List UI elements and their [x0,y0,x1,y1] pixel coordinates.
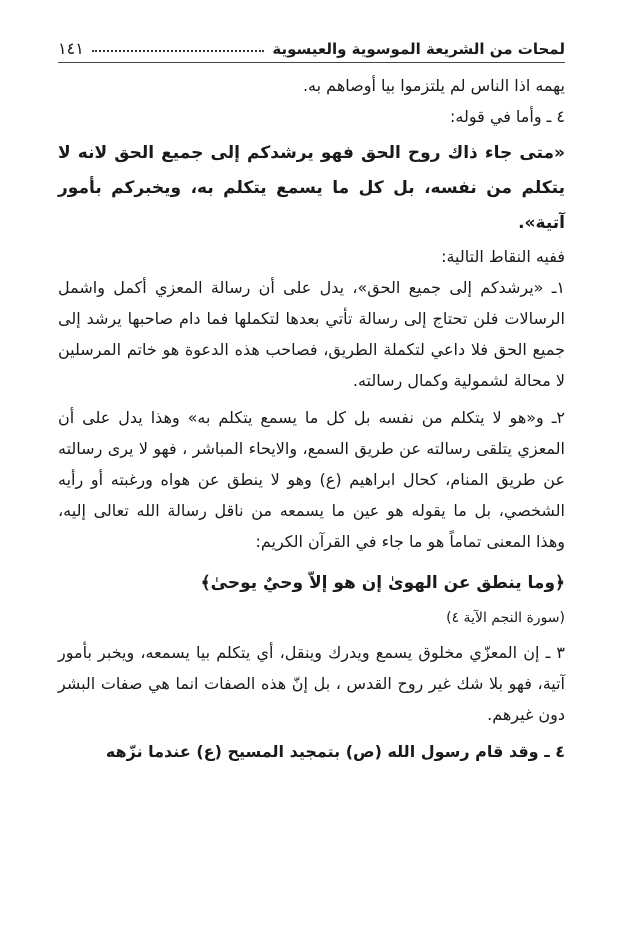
quote-block: «متى جاء ذاك روح الحق فهو يرشدكم إلى جميع الحق لانه لا يتكلم من نفسه، بل كل ما يسمع يتكلم به، ويخبركم بأمور آتية». [58,143,565,233]
paragraph-point-1: ١ـ «يرشدكم إلى جميع الحق»، يدل على أن رسالة المعزي أكمل واشمل الرسالات فلن تحتاج إلى رسالة تأتي بعدها لتكملها فما دام صاحبها يرشد إلى جميع الحق فلا داعي لتكملة الطريق، فصاحب هذه الدعوة هو خاتم المرسلين لا محالة لشمولية وكمال رسالته. [58,278,565,390]
paragraph-point-2: ٢ـ و«هو لا يتكلم من نفسه بل كل ما يسمع يتكلم به» وهذا يدل على أن المعزي يتلقى رسالته عن طريق السمع، والايحاء المباشر ، فهو لا يرى رسالته عن طريق المنام، كحال ابراهيم (ع) وهو لا ينطق عن هواه ورغبته أو رأيه الشخصي، بل ما يقوله هو عين ما يسمعه من ناقل رسالة الله تعالى إليه، وهذا المعنى تماماً هو ما جاء في القرآن الكريم: [58,408,565,551]
page-body [58,70,565,767]
leader-dots [92,50,265,52]
header-rule [58,62,565,63]
paragraph-2: ٤ ـ وأما في قوله: [450,107,565,126]
running-title: لمحات من الشريعة الموسوية والعيسوية [272,40,565,58]
paragraph-points-intro: ففيه النقاط التالية: [441,247,565,266]
quran-verse: ﴿وما ينطق عن الهوىٰ إن هو إلاّ وحيٌ يوحىٰ﴾ [200,573,565,593]
page-number: ١٤١ [58,39,84,58]
paragraph-point-4: ٤ ـ وقد قام رسول الله (ص) بتمجيد المسيح (ع) عندما نزّهه [105,742,565,761]
paragraph-point-3: ٣ ـ إن المعزّي مخلوق يسمع ويدرك وينقل، أي يتكلم بيا يسمعه، ويخبر بأمور آتية، فهو بلا شك غير روح القدس ، بل إنّ هذه الصفات انما هي صفات البشر دون غيرهم. [58,643,565,724]
verse-reference: (سورة النجم الآية ٤) [446,610,565,626]
page-header [58,32,565,58]
paragraph-1: يهمه اذا الناس لم يلتزموا بيا أوصاهم به. [302,76,565,95]
